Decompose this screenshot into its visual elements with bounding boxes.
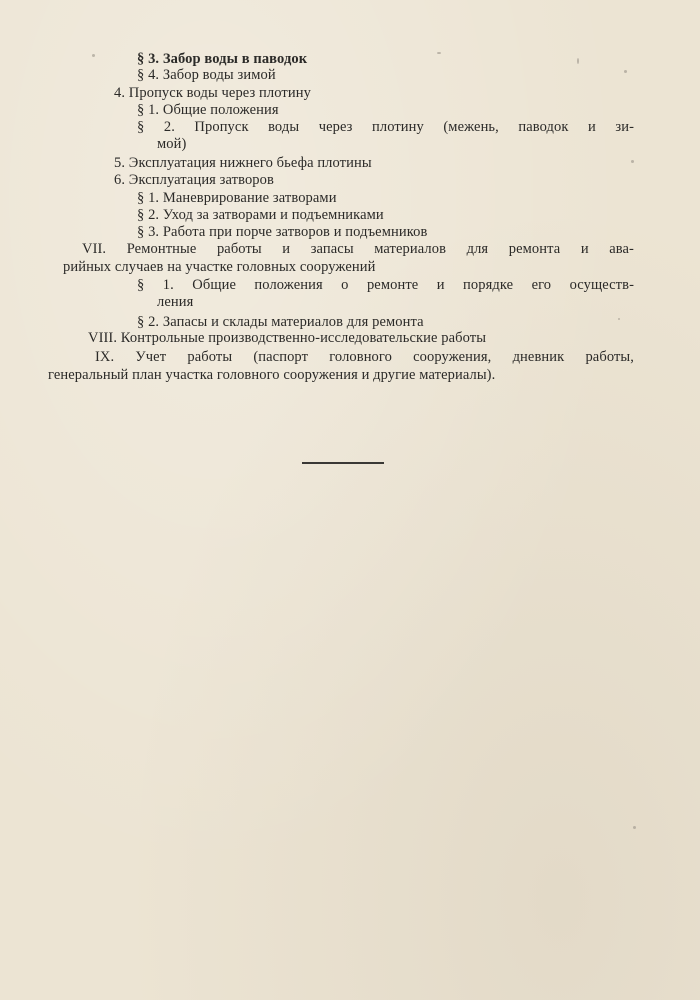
toc-line-6: мой) — [157, 136, 187, 152]
toc-line-2: § 4. Забор воды зимой — [137, 67, 276, 83]
toc-line-12: VII. Ремонтные работы и запасы материалов для ремонта и ава- — [82, 241, 634, 257]
paper-speck — [92, 54, 95, 57]
paper-speck — [577, 58, 579, 64]
toc-line-10: § 2. Уход за затворами и подъемниками — [137, 207, 384, 223]
toc-line-18: IX. Учет работы (паспорт головного сооружения, дневник работы, — [95, 349, 634, 365]
toc-line-1: § 3. Забор воды в паводок — [137, 51, 308, 67]
toc-line-13: рийных случаев на участке головных сооружений — [63, 259, 376, 275]
paper-speck — [618, 318, 620, 320]
toc-line-5: § 2. Пропуск воды через плотину (межень, паводок и зи- — [137, 119, 634, 135]
paper-speck — [437, 52, 441, 54]
toc-line-8: 6. Эксплуатация затворов — [114, 172, 274, 188]
toc-line-11: § 3. Работа при порче затворов и подъемников — [137, 224, 428, 240]
toc-line-16: § 2. Запасы и склады материалов для ремонта — [137, 314, 424, 330]
paper-speck — [624, 70, 627, 73]
toc-line-9: § 1. Маневрирование затворами — [137, 190, 337, 206]
toc-line-3: 4. Пропуск воды через плотину — [114, 85, 311, 101]
toc-line-4: § 1. Общие положения — [137, 102, 279, 118]
paper-speck — [631, 160, 634, 163]
toc-line-15: ления — [157, 294, 194, 310]
toc-line-7: 5. Эксплуатация нижнего бьефа плотины — [114, 155, 372, 171]
toc-line-17: VIII. Контрольные производственно-исследовательские работы — [88, 330, 487, 346]
toc-line-19: генеральный план участка головного сооружения и другие материалы). — [48, 367, 496, 383]
paper-speck — [633, 826, 636, 829]
toc-line-14: § 1. Общие положения о ремонте и порядке его осуществ- — [137, 277, 634, 293]
end-divider — [302, 462, 384, 464]
